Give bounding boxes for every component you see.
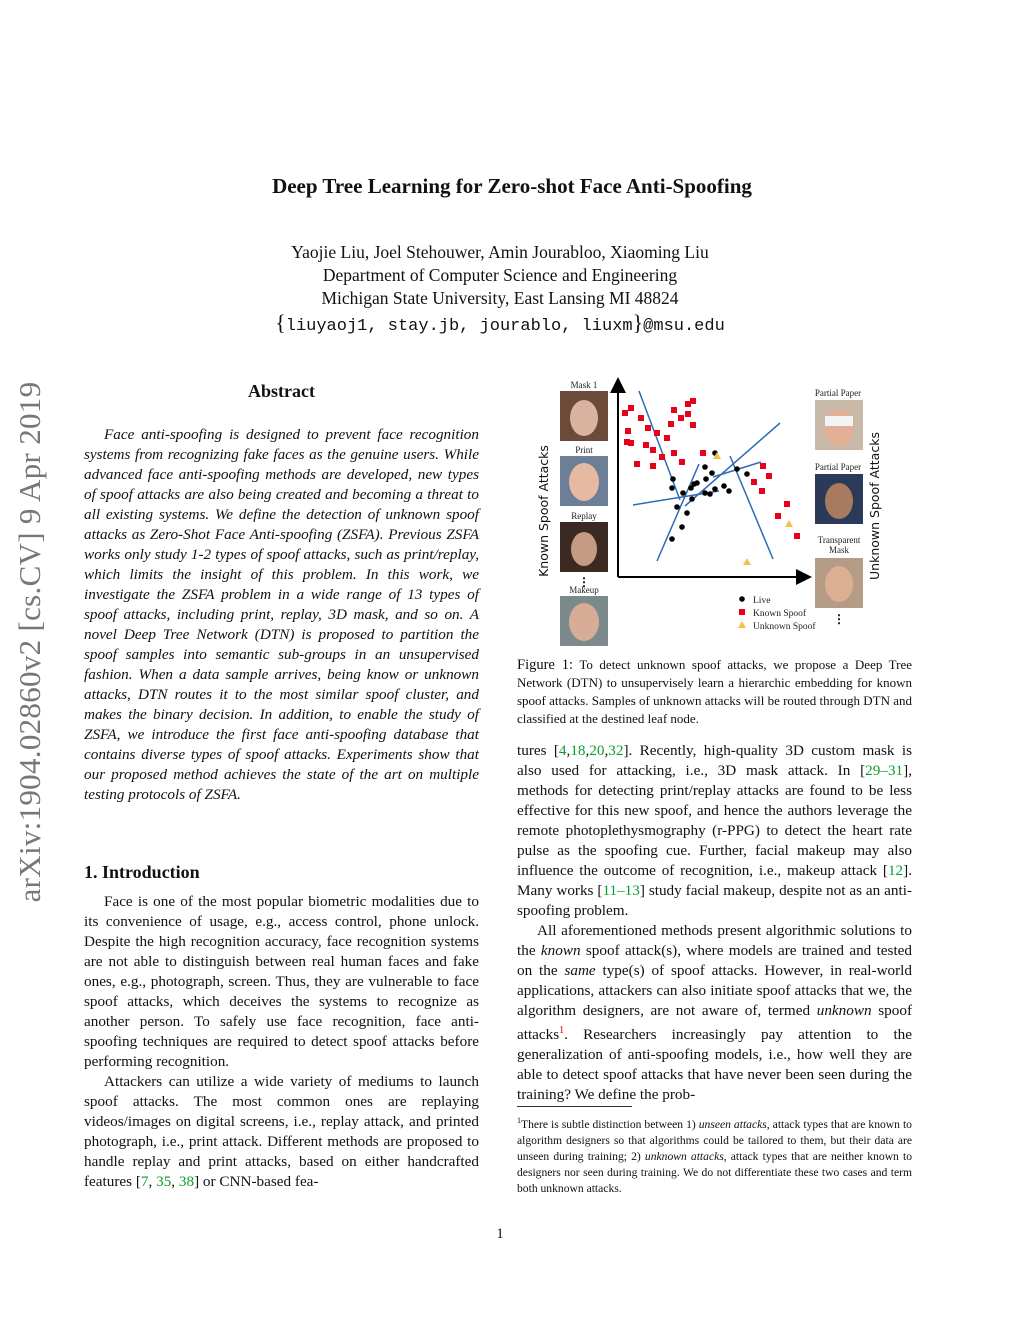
known-spoof-point bbox=[690, 398, 696, 404]
text-run: spoof attack(s), where models are trained and tested on the bbox=[517, 942, 913, 979]
citation-link[interactable]: 32 bbox=[608, 742, 624, 759]
known-spoof-point bbox=[668, 421, 674, 427]
figure-1-diagram bbox=[517, 376, 912, 646]
face-label-transparent-mask: Transparent bbox=[817, 535, 861, 545]
citation-link[interactable]: 35 bbox=[156, 1173, 172, 1190]
known-spoof-axis-label: Known Spoof Attacks bbox=[536, 445, 551, 577]
face-thumbnail-partial-paper-1 bbox=[815, 400, 863, 450]
known-spoof-point bbox=[766, 473, 772, 479]
figure-1-caption-text: To detect unknown spoof attacks, we propose a Deep Tree Network (DTN) to unsupervisely learn a hierarchic embedding for known spoof attacks. Samples of unknown attacks will be routed through DTN and classified at the destined leaf node. bbox=[517, 657, 912, 726]
more-faces-ellipsis-right: ⋮ bbox=[833, 612, 845, 626]
face-thumbnail-print bbox=[560, 456, 608, 506]
unknown-spoof-point bbox=[743, 558, 751, 565]
text-run: All aforementioned methods present algorithmic solutions to the bbox=[517, 922, 912, 959]
citation-link[interactable]: 4 bbox=[558, 742, 567, 759]
known-spoof-point bbox=[628, 440, 634, 446]
known-spoof-point bbox=[622, 410, 628, 416]
known-spoof-point bbox=[634, 461, 640, 467]
known-spoof-point bbox=[679, 459, 685, 465]
face-label-partial-paper-1: Partial Paper bbox=[814, 388, 862, 398]
introduction-heading: 1. Introduction bbox=[84, 862, 200, 882]
legend-unknown-spoof-label: Unknown Spoof bbox=[753, 622, 816, 632]
legend-live-label: Live bbox=[753, 596, 771, 606]
known-spoof-point bbox=[650, 463, 656, 469]
abstract-body bbox=[84, 425, 479, 805]
live-sample-point bbox=[703, 476, 709, 482]
text-run: ]. Recently, high-quality 3D custom mask is also used for attacking, i.e., 3D mask attack. In [ bbox=[517, 742, 912, 779]
known-spoof-point bbox=[638, 415, 644, 421]
live-sample-point bbox=[726, 488, 732, 494]
right-column-body bbox=[517, 741, 912, 1105]
known-spoof-point bbox=[650, 447, 656, 453]
unknown-spoof-axis-label: Unknown Spoof Attacks bbox=[867, 432, 882, 580]
legend-known-spoof-marker bbox=[739, 609, 745, 615]
live-sample-point bbox=[669, 536, 675, 542]
arxiv-identifier: arXiv:1904.02860v2 [cs.CV] 9 Apr 2019 bbox=[12, 381, 47, 903]
known-spoof-point bbox=[671, 407, 677, 413]
known-spoof-point bbox=[659, 454, 665, 460]
intro-paragraph-2: Attackers can utilize a wide variety of mediums to launch spoof attacks. The most common ones are replaying videos/images on digital screens, i.e., replay attack, and printed photograph, i.e., print attack. Different methods are proposed to handle replay and print attacks, based on either handcrafted features [7, 35, 38] or CNN-based fea- bbox=[84, 1073, 479, 1190]
citation-link[interactable]: 7 bbox=[140, 1173, 149, 1190]
face-thumbnail-mask bbox=[560, 391, 608, 441]
figure-1-label: Figure 1: bbox=[517, 657, 574, 673]
face-thumbnail-partial-paper-2 bbox=[815, 474, 863, 524]
known-spoof-point bbox=[678, 415, 684, 421]
text-run: tures [ bbox=[517, 742, 559, 759]
text-run: , attack types that are neither known to designers nor seen during training. We do not differentiate these two cases and term both unknown attacks. bbox=[517, 1149, 913, 1195]
citation-link[interactable]: 18 bbox=[570, 742, 586, 759]
citation-link[interactable]: 20 bbox=[589, 742, 605, 759]
emphasis-unseen: unseen attacks bbox=[698, 1117, 767, 1131]
tree-partition-lines bbox=[633, 391, 780, 561]
emphasis-same: same bbox=[564, 962, 596, 979]
face-label-transparent-mask-2: Mask bbox=[829, 545, 849, 555]
live-sample-point bbox=[712, 486, 718, 492]
face-thumbnail-replay bbox=[560, 522, 608, 572]
emphasis-known: known bbox=[540, 942, 581, 959]
known-spoof-point bbox=[751, 479, 757, 485]
footnote-link[interactable]: 1 bbox=[559, 1025, 565, 1036]
introduction-body bbox=[84, 892, 479, 1192]
known-spoof-point bbox=[628, 405, 634, 411]
intro-paragraph-1: Face is one of the most popular biometric modalities due to its convenience of usage, e.g., access control, phone unlock. Despite the high recognition accuracy, face recognition systems are not able to distinguish between real human faces and fake ones, e.g., photograph, screen. Thus, they are vulnerable to face spoof attacks, which deceives the systems to recognize as another person. To safely use face recognition, face anti-spoofing techniques are required to detect spoof attacks before performing recognition. bbox=[84, 893, 479, 1070]
text-run: ], methods for detecting print/replay attacks are found to be less effective for this new spoof, and hence the authors leverage the remote photoplethysmography (r-PPG) to detect the heart rate pulse as the spoofing cue. Further, facial makeup may also influence the outcome of recognition, i.e., makeup attack [ bbox=[517, 762, 912, 879]
abstract-heading: Abstract bbox=[248, 381, 315, 401]
face-label-makeup: Makeup bbox=[569, 585, 599, 595]
live-sample-point bbox=[721, 483, 727, 489]
abstract-text: Face anti-spoofing is designed to prevent face recognition systems from recognizing fake faces as the genuine users. While advanced face anti-spoofing methods are developed, new types of spoof attacks are also being created and becoming a threat to all existing systems. We define the detection of unknown spoof attacks as Zero-Shot Face Anti-spoofing (ZSFA). Previous ZSFA works only study 1-2 types of spoof attacks, such as print/replay, which limits the insight of this problem. In this work, we investigate the ZSFA problem in a wide range of 13 types of spoof attacks, including print, replay, 3D mask, and so on. A novel Deep Tree Network (DTN) is proposed to partition the spoof samples into semantic sub-groups in an unsupervised fashion. When a data sample arrives, being know or unknown attacks, DTN routes it to the most similar spoof cluster, and makes the binary decision. In addition, to enable the study of ZSFA, we introduce the first face anti-spoofing database that contains diverse types of spoof attacks. Experiments show that our proposed method achieves the state of the art on multiple testing protocols of ZSFA. bbox=[84, 426, 479, 803]
affiliation-university: Michigan State University, East Lansing MI 48824 bbox=[321, 288, 679, 308]
known-spoof-point bbox=[690, 422, 696, 428]
known-spoof-point bbox=[759, 488, 765, 494]
author-emails: {liuyaoj1, stay.jb, jourablo, liuxm}@msu.edu bbox=[275, 310, 725, 336]
live-sample-point bbox=[669, 485, 675, 491]
paper-title: Deep Tree Learning for Zero-shot Face Anti-Spoofing bbox=[272, 174, 752, 198]
known-spoof-point bbox=[625, 428, 631, 434]
text-run: , attack types that are known to algorithm designers so that algorithms could be tailored to them, but their data are unseen during training; 2) bbox=[517, 1117, 912, 1163]
text-run: spoof attacks bbox=[517, 1002, 912, 1044]
legend-unknown-spoof-marker bbox=[738, 621, 746, 628]
text-run: ]. Many works [ bbox=[517, 862, 912, 899]
face-label-partial-paper-2: Partial Paper bbox=[814, 462, 862, 472]
unknown-spoof-point bbox=[785, 520, 793, 527]
live-sample-point bbox=[744, 471, 750, 477]
legend-live-marker bbox=[739, 596, 745, 602]
live-sample-point bbox=[702, 464, 708, 470]
citation-link[interactable]: 31 bbox=[887, 762, 904, 779]
live-sample-point bbox=[691, 481, 697, 487]
face-label-mask: Mask 1 bbox=[570, 380, 598, 390]
known-spoof-point bbox=[700, 450, 706, 456]
intro-p2-text: Attackers can utilize a wide variety of mediums to launch spoof attacks. The most common ones are replaying videos/images on digital screens, i.e., replay attack, and printed photograph, i.e., print attack. Different methods are proposed to handle replay and print attacks, based on either handcrafted features [ bbox=[84, 1073, 479, 1190]
known-spoof-point bbox=[671, 450, 677, 456]
page-number: 1 bbox=[496, 1226, 504, 1242]
scatter-points bbox=[622, 398, 800, 565]
text-run: ] study facial makeup, despite not as an anti-spoofing problem. bbox=[517, 882, 912, 919]
text-run: There is subtle distinction between 1) bbox=[521, 1117, 699, 1131]
intro-p2-end: ] or CNN-based fea- bbox=[194, 1173, 319, 1190]
text-run: type(s) of spoof attacks. However, in real-world applications, attackers can also initiate spoof attacks that we, the algorithm designers, are not aware of, termed bbox=[517, 962, 913, 1019]
face-label-print: Print bbox=[575, 445, 593, 455]
email-usernames: liuyaoj1, stay.jb, jourablo, liuxm bbox=[285, 317, 633, 336]
face-label-replay: Replay bbox=[571, 511, 597, 521]
face-thumbnail-transparent-mask bbox=[815, 558, 863, 608]
emphasis-unknown: unknown bbox=[816, 1002, 872, 1019]
live-sample-point bbox=[709, 470, 715, 476]
right-paragraph-2 bbox=[517, 921, 912, 1105]
right-paragraph-1: tures [4,18,20,32]. Recently, high-quality 3D custom mask is also used for attacking, i.e., 3D mask attack. In [29–31], methods for detecting print/replay attacks are found to be less effective for this new spoof, and hence the authors leverage the remote photoplethysmography (r-PPG) to detect the heart rate pulse as the spoofing cue. Further, facial makeup may also influence the outcome of recognition, i.e., makeup attack [12]. Many works [11–13] study facial makeup, despite not as an anti-spoofing problem. bbox=[517, 742, 912, 919]
known-spoof-point bbox=[685, 411, 691, 417]
live-sample-point bbox=[674, 504, 680, 510]
footnote-divider bbox=[517, 1106, 632, 1107]
author-list: Yaojie Liu, Joel Stehouwer, Amin Jourabloo, Xiaoming Liu bbox=[291, 242, 709, 262]
known-spoof-point bbox=[784, 501, 790, 507]
text-run: . Researchers increasingly pay attention to the generalization of anti-spoofing models, i.e., how well they are able to detect spoof attacks that have never been seen during the training? We define the prob- bbox=[517, 1026, 912, 1104]
figure-1-caption bbox=[517, 656, 912, 728]
known-spoof-point bbox=[775, 513, 781, 519]
live-sample-point bbox=[707, 491, 713, 497]
citation-link[interactable]: 13 bbox=[624, 882, 640, 899]
face-thumbnail-makeup bbox=[560, 596, 608, 646]
legend-known-spoof-label: Known Spoof bbox=[753, 609, 807, 619]
more-faces-ellipsis: ⋮ bbox=[578, 575, 590, 589]
known-spoof-point bbox=[760, 463, 766, 469]
footnote-1 bbox=[517, 1113, 912, 1197]
live-sample-point bbox=[670, 476, 676, 482]
emphasis-unknown-attacks: unknown attacks bbox=[644, 1149, 724, 1163]
live-sample-point bbox=[702, 490, 708, 496]
live-sample-point bbox=[679, 524, 685, 530]
known-spoof-point bbox=[654, 430, 660, 436]
citation-link[interactable]: 11 bbox=[602, 882, 618, 899]
citation-link[interactable]: 38 bbox=[178, 1173, 195, 1190]
known-spoof-point bbox=[645, 425, 651, 431]
affiliation-department: Department of Computer Science and Engineering bbox=[322, 265, 678, 285]
live-sample-point bbox=[680, 490, 686, 496]
live-sample-point bbox=[734, 466, 740, 472]
live-sample-point bbox=[684, 510, 690, 516]
known-spoof-point bbox=[794, 533, 800, 539]
citation-link[interactable]: 29 bbox=[865, 762, 881, 779]
live-sample-point bbox=[689, 496, 695, 502]
footnote-mark: 1 bbox=[517, 1116, 521, 1125]
citation-link[interactable]: 12 bbox=[887, 862, 904, 879]
known-spoof-point bbox=[664, 435, 670, 441]
known-spoof-point bbox=[643, 442, 649, 448]
email-domain: @msu.edu bbox=[643, 317, 725, 336]
